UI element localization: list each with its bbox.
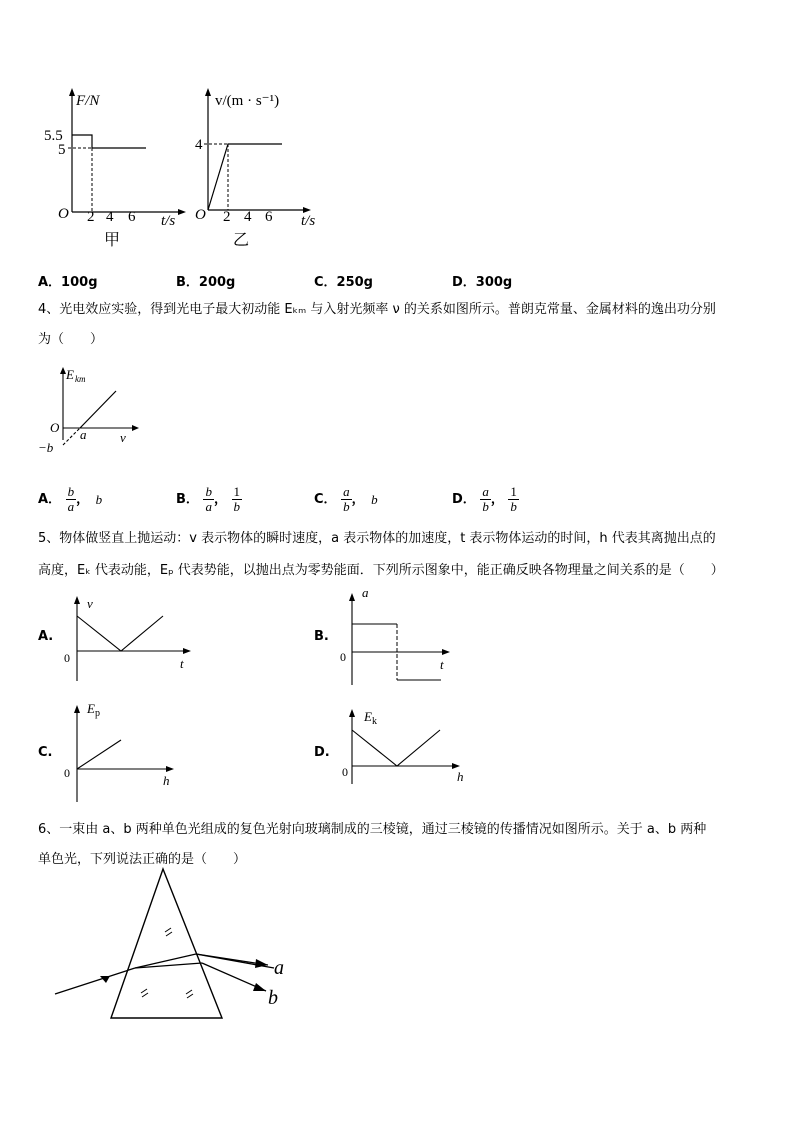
- q5d-y-sub: k: [372, 716, 377, 727]
- q4-nu: ν: [120, 430, 126, 445]
- q6-stem-line2: 单色光，下列说法正确的是（ ）: [38, 852, 247, 867]
- q4-stem-line2: 为（ ）: [38, 332, 104, 347]
- q4-neg-b: −b: [38, 440, 54, 455]
- q3-option-c[interactable]: C．250g: [314, 275, 373, 290]
- graph-yi: [195, 85, 325, 255]
- q6-stem-line1: 6、一束由 a、b 两种单色光组成的复色光射向玻璃制成的三棱镜，通过三棱镜的传播情况如图所示。关于 a、b 两种: [38, 822, 707, 837]
- q5c-y: E: [87, 701, 95, 716]
- q5c-zero: 0: [64, 766, 70, 780]
- jia-tick-55: 5.5: [44, 128, 63, 144]
- q5d-zero: 0: [342, 765, 348, 779]
- q5-option-d[interactable]: D.: [314, 745, 330, 760]
- jia-x-tick-2: 2: [87, 209, 95, 225]
- q5a-x: t: [180, 656, 184, 671]
- ray-b-label: b: [268, 987, 278, 1009]
- q3-option-b[interactable]: B．200g: [176, 275, 236, 290]
- q6-prism-diagram: [50, 860, 300, 1025]
- q5-option-c[interactable]: C.: [38, 745, 53, 760]
- q4-option-c[interactable]: C． $\frac{a}{b}$ ， b: [314, 484, 378, 514]
- q4-y-sub: km: [75, 374, 86, 384]
- q4-y-label: E: [66, 367, 74, 382]
- prism: [111, 869, 222, 1018]
- q5-option-b[interactable]: B.: [314, 629, 329, 644]
- q4-stem-line1: 4、光电效应实验，得到光电子最大初动能 Eₖₘ 与入射光频率 ν 的关系如图所示。普朗克常量、金属材料的逸出功分别: [38, 302, 716, 317]
- q5a-y: v: [87, 596, 93, 611]
- q5-stem-line2: 高度，Eₖ 代表动能，Eₚ 代表势能，以抛出点为零势能面．下列所示图象中，能正确反映各物理量之间关系的是（ ）: [38, 563, 724, 578]
- q5-stem-line1: 5、物体做竖直上抛运动：v 表示物体的瞬时速度，a 表示物体的加速度，t 表示物体运动的时间，h 代表其离抛出点的: [38, 531, 716, 546]
- q5-option-a[interactable]: A.: [38, 629, 54, 644]
- q5b-zero: 0: [340, 650, 346, 664]
- q3-option-d[interactable]: D．300g: [452, 275, 513, 290]
- graph-jia: [40, 85, 190, 255]
- q5-graph-b: [336, 585, 466, 688]
- q5d-y: E: [364, 709, 372, 724]
- yi-caption: 乙: [233, 232, 250, 249]
- q5b-y: a: [362, 585, 369, 600]
- q4-a: a: [80, 427, 87, 442]
- yi-x-tick-2: 2: [223, 209, 231, 225]
- q5d-x: h: [457, 769, 464, 784]
- yi-x-tick-4: 4: [244, 209, 252, 225]
- jia-caption: 甲: [104, 232, 121, 249]
- q3-option-a[interactable]: A．100g: [38, 275, 98, 290]
- q4-option-a[interactable]: A． $\frac{b}{a}$ ， b: [38, 484, 103, 514]
- q5-graph-c: [60, 700, 190, 805]
- q4-origin: O: [50, 420, 60, 435]
- yi-origin: O: [195, 207, 206, 223]
- yi-x-tick-6: 6: [265, 209, 273, 225]
- q5c-x: h: [163, 773, 170, 788]
- q5a-zero: 0: [64, 651, 70, 665]
- q4-option-d[interactable]: D． $\frac{a}{b}$ ， $\frac{1}{b}$: [452, 484, 517, 514]
- jia-origin: O: [58, 206, 69, 222]
- q5-graph-a: [60, 593, 200, 683]
- q4-graph-lines: [36, 362, 146, 455]
- yi-y-label: v/(m · s⁻¹): [215, 93, 280, 109]
- yi-tick-4: 4: [195, 137, 203, 153]
- jia-x-tick-4: 4: [106, 209, 114, 225]
- ray-a-label: a: [274, 957, 284, 979]
- q5-graph-d: [336, 706, 476, 786]
- q4-option-b[interactable]: B． $\frac{b}{a}$ ， $\frac{1}{b}$: [176, 484, 240, 514]
- jia-y-label: F/N: [76, 93, 100, 109]
- q5c-y-sub: p: [95, 708, 100, 719]
- yi-x-label: t/s: [301, 213, 316, 229]
- q5b-x: t: [440, 657, 444, 672]
- jia-tick-5: 5: [58, 142, 66, 158]
- jia-x-label: t/s: [161, 213, 176, 229]
- jia-x-tick-6: 6: [128, 209, 136, 225]
